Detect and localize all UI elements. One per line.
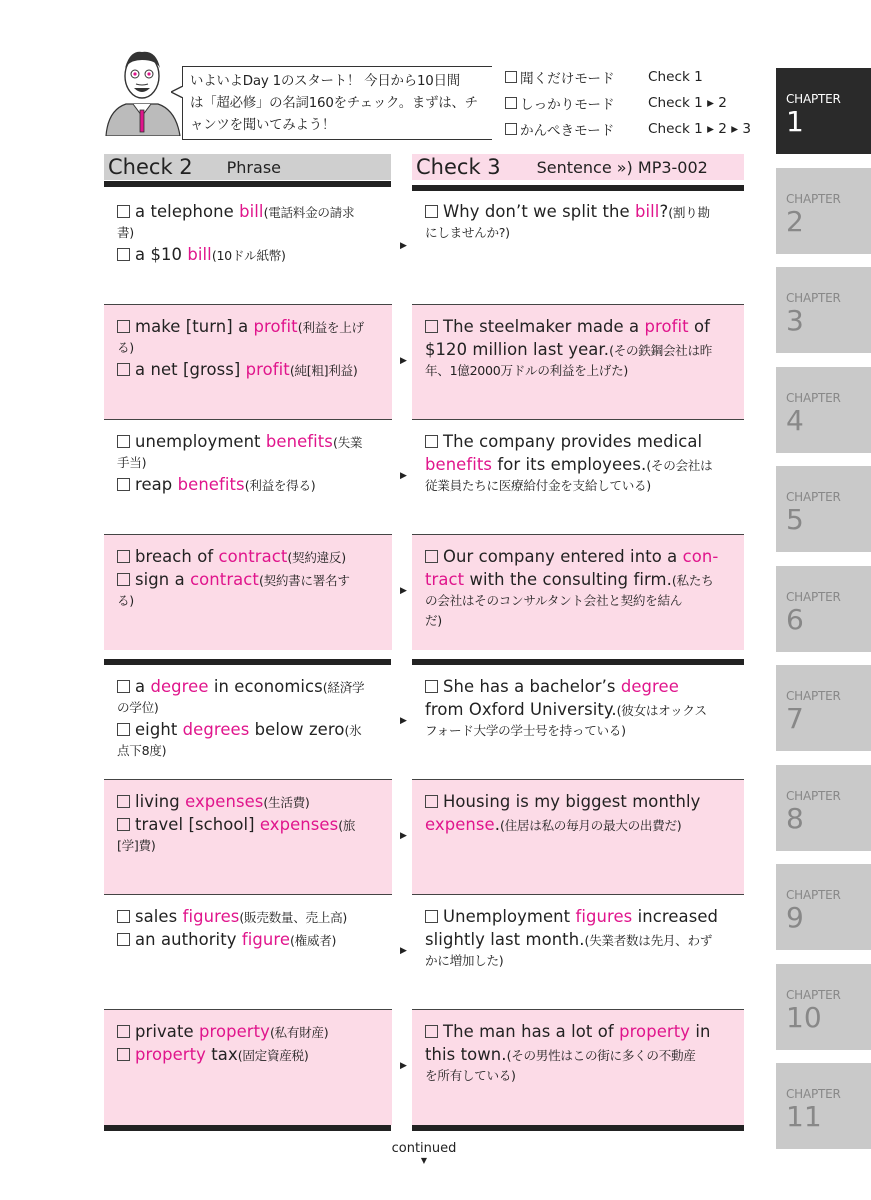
arrow-icon: ▶ (400, 471, 407, 481)
checkbox[interactable] (505, 71, 517, 83)
checkbox[interactable] (425, 550, 438, 563)
phrase-cell (104, 895, 392, 1010)
tab-label: CHAPTER (786, 291, 841, 305)
continued-label: continued (391, 1141, 457, 1156)
check3-header (412, 154, 744, 180)
phrase-cell (104, 420, 392, 535)
study-modes (505, 64, 751, 142)
tab-label: CHAPTER (786, 92, 841, 106)
tab-label: CHAPTER (786, 1087, 841, 1101)
checkbox[interactable] (117, 910, 130, 923)
phrase-cell (104, 190, 392, 305)
phrase-2-translation-wrap: る) (117, 593, 134, 608)
vocab-row (104, 780, 744, 895)
checkbox[interactable] (117, 550, 130, 563)
sentence-translation: かに増加した) (425, 953, 504, 968)
sentence-translation: にしませんか?) (425, 225, 510, 240)
vocab-row (104, 535, 744, 650)
vocab-row (104, 190, 744, 305)
bottom-rule-left (104, 1125, 391, 1131)
phrase-cell (104, 1010, 392, 1125)
down-triangle-icon: ▼ (420, 1156, 428, 1165)
tab-label: CHAPTER (786, 589, 841, 604)
checkbox[interactable] (117, 1025, 130, 1038)
arrow-icon: ▶ (400, 586, 407, 596)
checkbox[interactable] (117, 363, 130, 376)
phrase-2: travel [school] expenses(旅 (117, 813, 380, 836)
phrase-2-translation-wrap: 点下8度) (117, 743, 167, 758)
phrase-2: reap benefits(利益を得る) (117, 473, 380, 496)
phrase-cell (104, 305, 392, 420)
vocab-row (104, 895, 744, 1010)
sentence-cell (412, 305, 744, 420)
sentence-cell (412, 190, 744, 305)
sentence-cell (412, 535, 744, 650)
arrow-icon: ▶ (400, 716, 407, 726)
phrase-1-translation-wrap: る) (117, 340, 134, 355)
check2-title: Check 2 (108, 155, 193, 179)
sentence-translation: 従業員たちに医療給付金を支給している) (425, 478, 651, 493)
sentence-translation: を所有している) (425, 1068, 516, 1083)
phrase-1: living expenses(生活費) (117, 790, 380, 813)
phrase-1: make [turn] a profit(利益を上げ (117, 315, 380, 338)
phrase-1: private property(私有財産) (117, 1020, 380, 1043)
chapter-tab-4[interactable] (776, 367, 871, 453)
bubble-line-2: は「超必修」の名詞160をチェック。まずは、チ (190, 96, 478, 111)
checkbox[interactable] (505, 123, 517, 135)
phrase-1: a telephone bill(電話料金の請求 (117, 200, 380, 223)
mode-name: しっかりモード (520, 97, 615, 113)
checkbox[interactable] (425, 435, 438, 448)
chapter-tab-6[interactable] (776, 566, 871, 652)
checkbox[interactable] (117, 818, 130, 831)
vocab-row (104, 305, 744, 420)
phrase-cell (104, 665, 392, 780)
sentence: The steelmaker made a profit of (425, 315, 732, 338)
tab-number: 2 (786, 204, 804, 238)
sentence-cell (412, 1010, 744, 1125)
tab-number: 6 (786, 602, 804, 636)
tab-number: 9 (786, 901, 804, 934)
chapter-tabs (776, 68, 871, 1163)
sentence-translation: フォード大学の学士号を持っている) (425, 723, 626, 738)
mode-check: Check 1 ▸ 2 ▸ 3 (648, 121, 752, 137)
sentence-translation: の会社はそのコンサルタント会社と契約を結ん (425, 593, 683, 608)
tab-number: 4 (786, 403, 804, 437)
tab-label: CHAPTER (786, 987, 841, 1002)
tab-label: CHAPTER (786, 390, 841, 405)
tab-number: 3 (786, 304, 804, 337)
phrase-2: eight degrees below zero(氷 (117, 718, 380, 741)
phrase-cell (104, 535, 392, 650)
check3-subtitle: Sentence ») MP3-002 (536, 157, 708, 177)
checkbox[interactable] (425, 1025, 438, 1038)
checkbox[interactable] (117, 205, 130, 218)
continued-marker (380, 1141, 468, 1166)
sentence: The man has a lot of property in (425, 1020, 732, 1043)
tab-label: CHAPTER (786, 490, 841, 504)
sentence-line-2: $120 million last year.(その鉄鋼会社は昨 (425, 340, 713, 359)
sentence-line-2: from Oxford University.(彼女はオックス (425, 700, 707, 719)
sentence-line-2: tract with the consulting firm.(私たち (425, 570, 714, 589)
arrow-icon: ▶ (400, 946, 407, 956)
checkbox[interactable] (425, 680, 438, 693)
sentence: Unemployment figures increased (425, 905, 732, 928)
phrase-1: breach of contract(契約違反) (117, 545, 380, 568)
tab-label: CHAPTER (786, 191, 841, 206)
sentence-translation: 年、1億2000万ドルの利益を上げた) (425, 363, 628, 378)
chapter-tab-7[interactable] (776, 665, 871, 751)
vocab-row (104, 665, 744, 780)
mode-check: Check 1 (648, 69, 703, 85)
mode-row (505, 64, 751, 90)
vocab-row (104, 1010, 744, 1125)
tab-number: 8 (786, 801, 804, 835)
phrase-1: a degree in economics(経済学 (117, 675, 380, 698)
sentence-line-2: expense.(住居は私の毎月の最大の出費だ) (425, 815, 682, 834)
arrow-icon: ▶ (400, 1061, 407, 1071)
sentence-cell (412, 780, 744, 895)
mode-name: かんぺきモード (520, 123, 615, 139)
sentence: Our company entered into a con- (425, 545, 732, 568)
tab-number: 7 (786, 702, 804, 735)
chapter-tab-9[interactable] (776, 864, 871, 950)
bottom-rule-right (412, 1125, 744, 1131)
phrase-1-translation-wrap: の学位) (117, 700, 159, 715)
check2-subtitle: Phrase (226, 157, 281, 177)
checkbox[interactable] (425, 795, 438, 808)
vocab-row (104, 420, 744, 535)
phrase-2: property tax(固定資産税) (117, 1043, 380, 1066)
checkbox[interactable] (117, 320, 130, 333)
sentence: Why don’t we split the bill?(割り勘 (425, 200, 732, 223)
bubble-line-3: ャンツを聞いてみよう！ (190, 118, 336, 133)
checkbox[interactable] (117, 435, 130, 448)
sentence-cell (412, 895, 744, 1010)
tab-number: 11 (786, 1100, 822, 1133)
checkbox[interactable] (505, 97, 517, 109)
phrase-2-translation-wrap: [学]費) (117, 838, 156, 853)
sentence-cell (412, 665, 744, 780)
phrase-2: a $10 bill(10ドル紙幣) (117, 243, 380, 266)
chapter-tab-1[interactable] (776, 68, 871, 154)
checkbox[interactable] (117, 933, 130, 946)
mode-row (505, 116, 751, 142)
check3-title: Check 3 (416, 155, 501, 179)
phrase-cell (104, 780, 392, 895)
arrow-icon: ▶ (400, 831, 407, 841)
sentence-line-2: this town.(その男性はこの街に多くの不動産 (425, 1045, 696, 1064)
check2-header (104, 154, 391, 180)
chapter-tab-8[interactable] (776, 765, 871, 851)
sentence: Housing is my biggest monthly (425, 790, 732, 813)
arrow-icon: ▶ (400, 241, 407, 251)
tab-label: CHAPTER (786, 888, 841, 902)
checkbox[interactable] (117, 248, 130, 261)
checkbox[interactable] (425, 320, 438, 333)
checkbox[interactable] (117, 1048, 130, 1061)
tab-number: 5 (786, 503, 804, 536)
sentence-line-2: benefits for its employees.(その会社は (425, 455, 713, 474)
mode-name: 聞くだけモード (520, 71, 615, 87)
phrase-2: sign a contract(契約書に署名す (117, 568, 380, 591)
checkbox[interactable] (117, 573, 130, 586)
arrow-icon: ▶ (400, 356, 407, 366)
sentence-line-2: slightly last month.(失業者数は先月、わず (425, 930, 713, 949)
speech-bubble (182, 66, 492, 140)
top-rule-left (104, 181, 391, 187)
mode-row (505, 90, 751, 116)
chapter-tab-3[interactable] (776, 267, 871, 353)
bubble-line-1: いよいよDay 1のスタート！ 今日から10日間 (190, 74, 460, 89)
sentence: The company provides medical (425, 430, 732, 453)
checkbox[interactable] (425, 205, 438, 218)
checkbox[interactable] (117, 478, 130, 491)
phrase-1-translation-wrap: 書) (117, 225, 134, 240)
phrase-1-translation-wrap: 手当) (117, 455, 147, 470)
tab-number: 10 (786, 1000, 822, 1034)
sentence-translation-2: だ) (425, 613, 442, 628)
checkbox[interactable] (117, 795, 130, 808)
checkbox[interactable] (117, 723, 130, 736)
sentence-cell (412, 420, 744, 535)
tab-label: CHAPTER (786, 788, 841, 803)
checkbox[interactable] (425, 910, 438, 923)
chapter-tab-5[interactable] (776, 466, 871, 552)
tab-label: CHAPTER (786, 689, 841, 703)
sentence: She has a bachelor’s degree (425, 675, 732, 698)
checkbox[interactable] (117, 680, 130, 693)
chapter-tab-11[interactable] (776, 1063, 871, 1149)
phrase-1: unemployment benefits(失業 (117, 430, 380, 453)
mode-check: Check 1 ▸ 2 (648, 95, 727, 111)
phrase-2: a net [gross] profit(純[粗]利益) (117, 358, 380, 381)
phrase-2: an authority figure(権威者) (117, 928, 380, 951)
phrase-1: sales figures(販売数量、売上高) (117, 905, 380, 928)
chapter-tab-2[interactable] (776, 168, 871, 254)
chapter-tab-10[interactable] (776, 964, 871, 1050)
tab-number: 1 (786, 105, 804, 138)
